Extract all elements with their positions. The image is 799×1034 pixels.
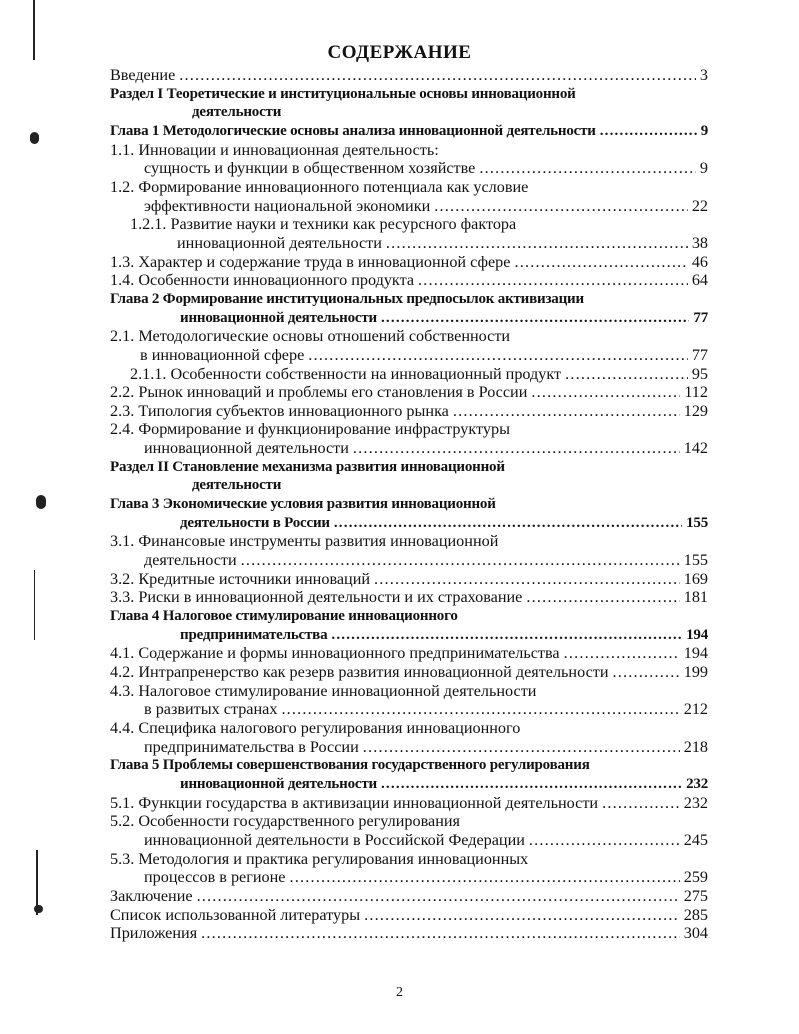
toc-entry-text: в инновационной сфере: [140, 345, 305, 364]
leader-dots: [289, 868, 679, 887]
leader-dots: [381, 309, 689, 328]
scan-mark: [36, 495, 46, 509]
toc-entry-text: 1.3. Характер и содержание труда в инновационной сфере: [110, 252, 511, 271]
toc-entry-text: эффективности национальной экономики: [144, 196, 431, 215]
toc-entry-text: 3.1. Финансовые инструменты развития инновационной: [110, 532, 499, 551]
toc-entry: [110, 420, 708, 457]
leader-dots: [179, 66, 696, 85]
toc-entry: [110, 924, 708, 943]
toc-page-number: 155: [686, 514, 708, 531]
toc-page-number: 3: [699, 66, 708, 84]
toc-entry-text: деятельности в России: [180, 514, 330, 531]
toc-page-number: 112: [684, 383, 708, 402]
toc-entry: [110, 495, 708, 532]
toc-entry-text: 4.4. Специфика налогового регулирования инновационного: [110, 718, 521, 737]
toc-page-number: 95: [691, 364, 708, 383]
toc-entry: [110, 794, 708, 813]
toc-entry: [110, 327, 708, 364]
leader-dots: [613, 663, 680, 682]
toc-entry: [110, 906, 708, 925]
toc-entry-text: 1.1. Инновации и инновационная деятельность:: [110, 140, 439, 159]
toc-entry-text: Глава 3 Экономические условия развития инновационной: [110, 496, 496, 513]
toc-entry-text: Раздел II Становление механизма развития инновационной: [110, 458, 505, 475]
toc-entry-text: 1.2.1. Развитие науки и техники как ресурсного фактора: [130, 215, 517, 234]
leader-dots: [201, 924, 680, 943]
toc-page-number: 155: [683, 551, 708, 570]
leader-dots: [453, 402, 680, 421]
leader-dots: [197, 887, 680, 906]
toc-entry-text: 5.2. Особенности государственного регулирования: [110, 812, 460, 831]
toc-entry: [110, 402, 708, 421]
toc-entry: [110, 682, 708, 719]
toc-entry-text: Глава 5 Проблемы совершенствования государственного регулирования: [110, 757, 590, 774]
toc-entry: [110, 85, 708, 122]
toc-entry-text: предпринимательства: [180, 626, 328, 643]
toc-entry-text: 2.1.1. Особенности собственности на инновационный продукт: [130, 364, 562, 383]
toc-entry-text: 4.1. Содержание и формы инновационного предпринимательства: [110, 644, 560, 663]
toc-entry: [110, 141, 708, 178]
toc-entry-text: инновационной деятельности в Российской Федерации: [144, 830, 525, 849]
leader-dots: [241, 551, 680, 570]
toc-entry: [110, 532, 708, 569]
leader-dots: [364, 906, 680, 925]
leader-dots: [514, 253, 687, 272]
toc-page-number: 194: [686, 626, 708, 643]
leader-dots: [565, 365, 688, 384]
toc-entry-text: сущность и функции в общественном хозяйстве: [144, 159, 476, 178]
toc-entry-text: деятельности: [192, 104, 282, 121]
toc-entry-text: Глава 1 Методологические основы анализа инновационной деятельности: [110, 122, 596, 139]
page-number: 2: [396, 985, 403, 1000]
page-title: СОДЕРЖАНИЕ: [327, 42, 472, 63]
toc-entry-text: 4.2. Интрапренерство как резерв развития инновационной деятельности: [110, 663, 609, 681]
toc-entry: [110, 383, 708, 402]
toc-entry-text: Раздел I Теоретические и институциональные основы инновационной: [110, 85, 576, 102]
toc-entry-text: Список использованной литературы: [110, 905, 361, 924]
toc-entry-text: инновационной деятельности: [177, 233, 382, 252]
toc-entry: [110, 215, 708, 252]
leader-dots: [334, 514, 682, 533]
toc-page-number: 275: [683, 886, 708, 905]
toc-entry: [110, 812, 708, 849]
toc-entry: [110, 588, 708, 607]
toc-page-number: 9: [699, 159, 708, 178]
leader-dots: [281, 700, 679, 719]
toc-page-number: 245: [683, 830, 708, 849]
toc-entry-text: Глава 4 Налоговое стимулирование инновационного: [110, 608, 458, 625]
toc-page-number: 9: [700, 122, 708, 139]
toc-page-number: 199: [683, 663, 708, 681]
toc-entry: [110, 271, 708, 290]
toc-entry-text: инновационной деятельности: [180, 309, 377, 326]
toc-page-number: 232: [686, 775, 708, 792]
toc-entry-text: 4.3. Налоговое стимулирование инновационной деятельности: [110, 681, 537, 700]
toc-entry-text: 2.4. Формирование и функционирование инфраструктуры: [110, 420, 510, 439]
leader-dots: [353, 439, 680, 458]
toc-entry-text: 2.3. Типология субъектов инновационного рынка: [110, 401, 449, 420]
toc-entry-text: Приложения: [110, 924, 198, 943]
toc-page-number: 218: [683, 737, 708, 756]
toc-entry: [110, 663, 708, 682]
toc-entry: [110, 570, 708, 589]
leader-dots: [381, 775, 682, 794]
toc-entry-text: 3.3. Риски в инновационной деятельности и их страхование: [110, 588, 523, 607]
toc-entry-text: инновационной деятельности: [144, 439, 349, 458]
toc-entry-text: Заключение: [110, 886, 193, 905]
leader-dots: [479, 159, 696, 178]
toc-entry: [110, 178, 708, 215]
toc-page-number: 259: [683, 868, 708, 887]
toc-page-number: 181: [683, 588, 708, 607]
toc-entry: [110, 607, 708, 644]
leader-dots: [602, 794, 680, 813]
leader-dots: [363, 738, 680, 757]
toc-page-number: 46: [691, 252, 708, 271]
toc-page-number: 142: [683, 439, 708, 458]
toc-entry: [110, 365, 708, 384]
leader-dots: [386, 234, 688, 253]
toc-entry-text: деятельности: [192, 477, 282, 494]
leader-dots: [418, 271, 688, 290]
leader-dots: [600, 122, 697, 141]
toc-entry-text: 2.1. Методологические основы отношений собственности: [110, 327, 511, 346]
toc-entry-text: 5.3. Методология и практика регулирования инновационных: [110, 849, 529, 868]
leader-dots: [531, 383, 680, 402]
toc-entry-text: Введение: [110, 66, 176, 84]
leader-dots: [374, 570, 680, 589]
toc-entry-text: предпринимательства в России: [144, 737, 359, 756]
toc-entry-text: 1.4. Особенности инновационного продукта: [110, 271, 415, 290]
leader-dots: [331, 626, 682, 645]
toc-entry: [110, 458, 708, 495]
toc-entry: [110, 253, 708, 272]
toc-entry-text: процессов в регионе: [144, 868, 286, 887]
toc-entry: [110, 719, 708, 756]
toc-entry: [110, 887, 708, 906]
table-of-contents: [110, 66, 708, 943]
toc-entry-text: 2.2. Рынок инноваций и проблемы его становления в России: [110, 383, 528, 402]
toc-entry-text: 5.1. Функции государства в активизации инновационной деятельности: [110, 793, 599, 812]
leader-dots: [564, 644, 680, 663]
toc-page-number: 64: [691, 271, 708, 290]
leader-dots: [434, 197, 688, 216]
toc-entry: [110, 644, 708, 663]
toc-page-number: 304: [683, 924, 708, 943]
toc-entry-text: инновационной деятельности: [180, 775, 377, 792]
toc-entry-text: в развитых странах: [144, 700, 278, 719]
toc-entry-text: деятельности: [144, 551, 237, 570]
toc-entry-text: 1.2. Формирование инновационного потенциала как условие: [110, 177, 529, 196]
toc-page-number: 22: [691, 196, 708, 215]
leader-dots: [529, 831, 680, 850]
toc-page-number: 77: [693, 309, 708, 326]
leader-dots: [308, 346, 688, 365]
leader-dots: [526, 588, 679, 607]
scan-mark: [34, 905, 43, 913]
toc-entry: [110, 756, 708, 793]
toc-entry: [110, 122, 708, 141]
toc-entry: [110, 290, 708, 327]
toc-page-number: 77: [691, 345, 708, 364]
toc-entry: [110, 850, 708, 887]
toc-page-number: 129: [683, 401, 708, 420]
toc-page-number: 285: [683, 905, 708, 924]
scan-edge-line: [34, 570, 35, 640]
toc-entry: [110, 66, 708, 85]
toc-page-number: 169: [683, 569, 708, 588]
scan-mark: [30, 132, 39, 144]
toc-page-number: 232: [683, 793, 708, 812]
toc-page-number: 212: [683, 700, 708, 719]
toc-page-number: 38: [691, 233, 708, 252]
toc-page-number: 194: [683, 644, 708, 663]
toc-entry-text: 3.2. Кредитные источники инноваций: [110, 569, 371, 588]
toc-entry-text: Глава 2 Формирование институциональных предпосылок активизации: [110, 290, 584, 307]
